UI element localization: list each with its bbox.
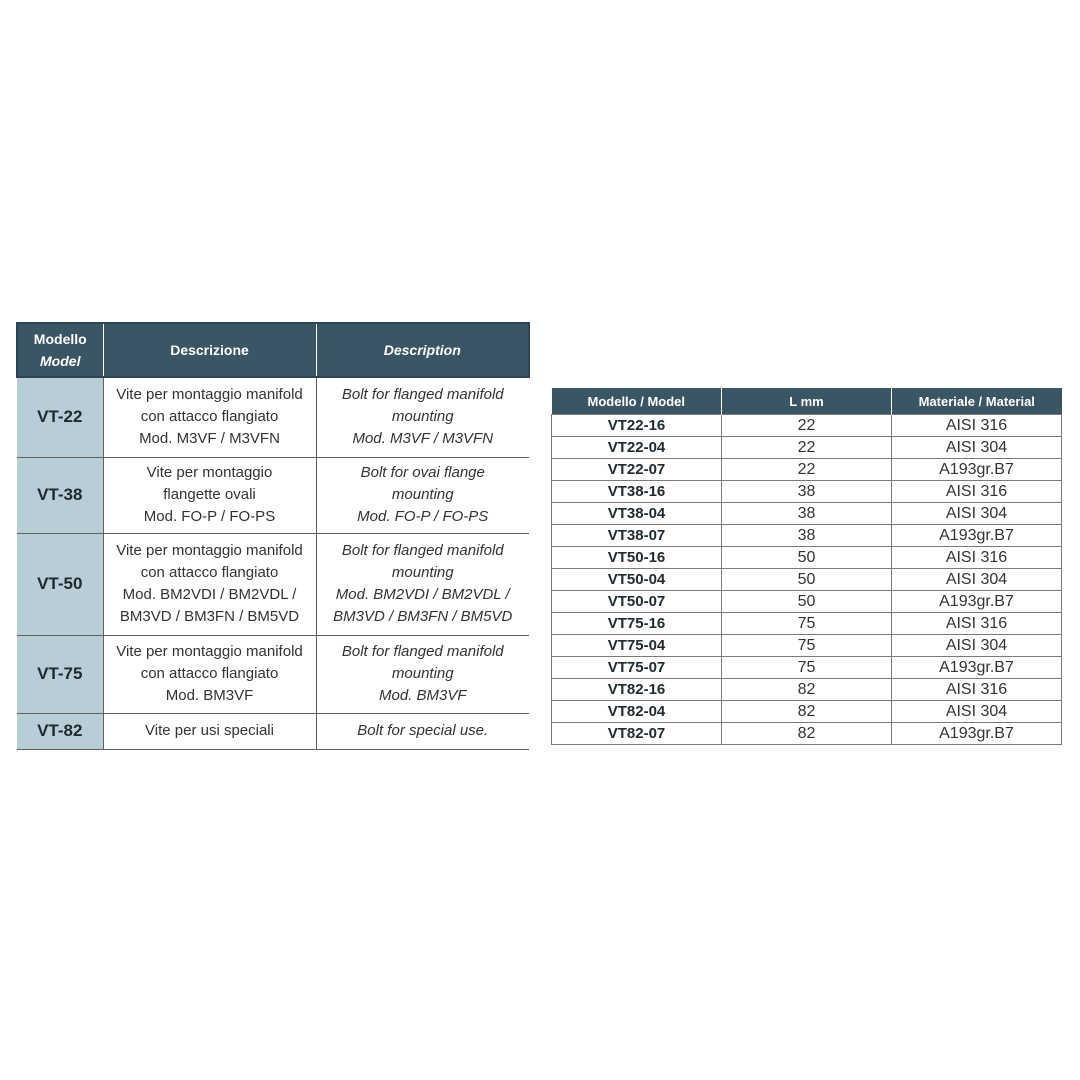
spec-length-cell: 82 bbox=[722, 701, 892, 723]
spec-code-cell: VT82-16 bbox=[552, 679, 722, 701]
spec-material-cell: A193gr.B7 bbox=[892, 459, 1062, 481]
description-en-cell bbox=[316, 713, 529, 749]
description-line: Bolt for flanged manifold bbox=[341, 542, 504, 559]
spec-code-cell: VT75-16 bbox=[552, 613, 722, 635]
spec-row bbox=[552, 415, 1062, 437]
spec-length-cell: 22 bbox=[722, 415, 892, 437]
spec-length-cell: 22 bbox=[722, 437, 892, 459]
model-cell: VT-75 bbox=[17, 635, 103, 713]
spec-length-cell: 50 bbox=[722, 591, 892, 613]
description-it-cell bbox=[103, 457, 316, 533]
description-line: con attacco flangiato bbox=[140, 564, 279, 581]
spec-code-cell: VT22-07 bbox=[552, 459, 722, 481]
description-line: flangette ovali bbox=[163, 486, 256, 503]
description-line: Vite per montaggio manifold bbox=[116, 386, 303, 404]
header-description-en: Description bbox=[316, 323, 529, 377]
description-table bbox=[16, 322, 530, 750]
description-en-cell bbox=[316, 377, 529, 457]
spec-material-cell: AISI 316 bbox=[892, 547, 1062, 569]
spec-length-cell: 82 bbox=[722, 723, 892, 745]
description-line: Mod. M3VF / M3VFN bbox=[352, 430, 494, 448]
spec-material-cell: A193gr.B7 bbox=[892, 591, 1062, 613]
header-model bbox=[17, 323, 103, 377]
description-en-cell bbox=[316, 635, 529, 713]
spec-material-cell: AISI 304 bbox=[892, 437, 1062, 459]
description-row bbox=[17, 457, 529, 533]
spec-code-cell: VT50-16 bbox=[552, 547, 722, 569]
spec-table-header bbox=[552, 388, 1062, 415]
model-cell: VT-22 bbox=[17, 377, 103, 457]
spec-material-cell: AISI 304 bbox=[892, 503, 1062, 525]
description-it-cell bbox=[103, 713, 316, 749]
spec-code-cell: VT75-07 bbox=[552, 657, 722, 679]
spec-material-cell: A193gr.B7 bbox=[892, 723, 1062, 745]
description-line: Vite per montaggio manifold bbox=[116, 542, 303, 559]
description-row bbox=[17, 533, 529, 635]
description-it-cell bbox=[103, 377, 316, 457]
spec-length-cell: 38 bbox=[722, 503, 892, 525]
description-row bbox=[17, 635, 529, 713]
spec-code-cell: VT50-07 bbox=[552, 591, 722, 613]
spec-row bbox=[552, 657, 1062, 679]
spec-length-cell: 22 bbox=[722, 459, 892, 481]
spec-length-cell: 38 bbox=[722, 525, 892, 547]
spec-material-cell: AISI 316 bbox=[892, 613, 1062, 635]
header-spec-length: L mm bbox=[722, 388, 892, 415]
description-it-cell bbox=[103, 635, 316, 713]
spec-code-cell: VT38-16 bbox=[552, 481, 722, 503]
description-line: Vite per usi speciali bbox=[145, 722, 274, 739]
description-row bbox=[17, 713, 529, 749]
spec-code-cell: VT82-07 bbox=[552, 723, 722, 745]
spec-code-cell: VT50-04 bbox=[552, 569, 722, 591]
spec-row bbox=[552, 701, 1062, 723]
header-spec-material: Materiale / Material bbox=[892, 388, 1062, 415]
spec-row bbox=[552, 459, 1062, 481]
description-en-cell bbox=[316, 533, 529, 635]
spec-material-cell: A193gr.B7 bbox=[892, 657, 1062, 679]
description-line: Bolt for special use. bbox=[357, 722, 489, 739]
spec-material-cell: AISI 316 bbox=[892, 481, 1062, 503]
spec-row bbox=[552, 723, 1062, 745]
description-it-cell bbox=[103, 533, 316, 635]
spec-material-cell: AISI 304 bbox=[892, 635, 1062, 657]
spec-length-cell: 75 bbox=[722, 635, 892, 657]
spec-table bbox=[551, 388, 1062, 745]
spec-length-cell: 50 bbox=[722, 569, 892, 591]
spec-material-cell: AISI 304 bbox=[892, 569, 1062, 591]
description-line: mounting bbox=[391, 665, 454, 682]
description-line: mounting bbox=[391, 486, 454, 503]
header-model-it: Modello bbox=[33, 331, 87, 347]
description-line: con attacco flangiato bbox=[140, 408, 279, 426]
spec-material-cell: AISI 316 bbox=[892, 415, 1062, 437]
spec-code-cell: VT82-04 bbox=[552, 701, 722, 723]
spec-code-cell: VT38-07 bbox=[552, 525, 722, 547]
description-line: BM3VD / BM3FN / BM5VD bbox=[119, 608, 300, 625]
spec-code-cell: VT22-04 bbox=[552, 437, 722, 459]
description-line: Mod. FO-P / FO-PS bbox=[357, 508, 489, 525]
spec-material-cell: AISI 304 bbox=[892, 701, 1062, 723]
spec-row bbox=[552, 635, 1062, 657]
description-line: BM3VD / BM3FN / BM5VD bbox=[333, 608, 513, 625]
spec-length-cell: 82 bbox=[722, 679, 892, 701]
spec-material-cell: AISI 316 bbox=[892, 679, 1062, 701]
spec-code-cell: VT22-16 bbox=[552, 415, 722, 437]
header-model-en: Model bbox=[40, 353, 81, 369]
spec-length-cell: 75 bbox=[722, 657, 892, 679]
model-cell: VT-50 bbox=[17, 533, 103, 635]
spec-row bbox=[552, 613, 1062, 635]
spec-length-cell: 50 bbox=[722, 547, 892, 569]
description-en-cell bbox=[316, 457, 529, 533]
spec-row bbox=[552, 503, 1062, 525]
description-line: mounting bbox=[391, 408, 454, 426]
description-line: con attacco flangiato bbox=[140, 665, 279, 682]
spec-code-cell: VT75-04 bbox=[552, 635, 722, 657]
spec-row bbox=[552, 437, 1062, 459]
description-line: mounting bbox=[391, 564, 454, 581]
spec-material-cell: A193gr.B7 bbox=[892, 525, 1062, 547]
spec-length-cell: 38 bbox=[722, 481, 892, 503]
description-line: Mod. FO-P / FO-PS bbox=[143, 508, 276, 525]
description-line: Bolt for ovai flange bbox=[360, 464, 485, 481]
spec-code-cell: VT38-04 bbox=[552, 503, 722, 525]
description-line: Mod. BM3VF bbox=[165, 687, 254, 704]
description-line: Mod. BM2VDI / BM2VDL / bbox=[122, 586, 297, 603]
spec-row bbox=[552, 481, 1062, 503]
description-line: Vite per montaggio bbox=[146, 464, 273, 481]
description-table-header bbox=[17, 323, 529, 377]
header-description-it: Descrizione bbox=[103, 323, 316, 377]
description-line: Mod. M3VF / M3VFN bbox=[139, 430, 280, 448]
spec-row bbox=[552, 679, 1062, 701]
description-line: Bolt for flanged manifold bbox=[341, 386, 504, 404]
model-cell: VT-38 bbox=[17, 457, 103, 533]
description-line: Mod. BM2VDI / BM2VDL / bbox=[335, 586, 510, 603]
spec-row bbox=[552, 525, 1062, 547]
spec-row bbox=[552, 591, 1062, 613]
description-line: Mod. BM3VF bbox=[378, 687, 467, 704]
description-row bbox=[17, 377, 529, 457]
spec-length-cell: 75 bbox=[722, 613, 892, 635]
spec-table-body bbox=[552, 415, 1062, 745]
spec-row bbox=[552, 547, 1062, 569]
spec-row bbox=[552, 569, 1062, 591]
description-line: Vite per montaggio manifold bbox=[116, 643, 303, 660]
description-line: Bolt for flanged manifold bbox=[341, 643, 504, 660]
header-spec-model: Modello / Model bbox=[552, 388, 722, 415]
model-cell: VT-82 bbox=[17, 713, 103, 749]
